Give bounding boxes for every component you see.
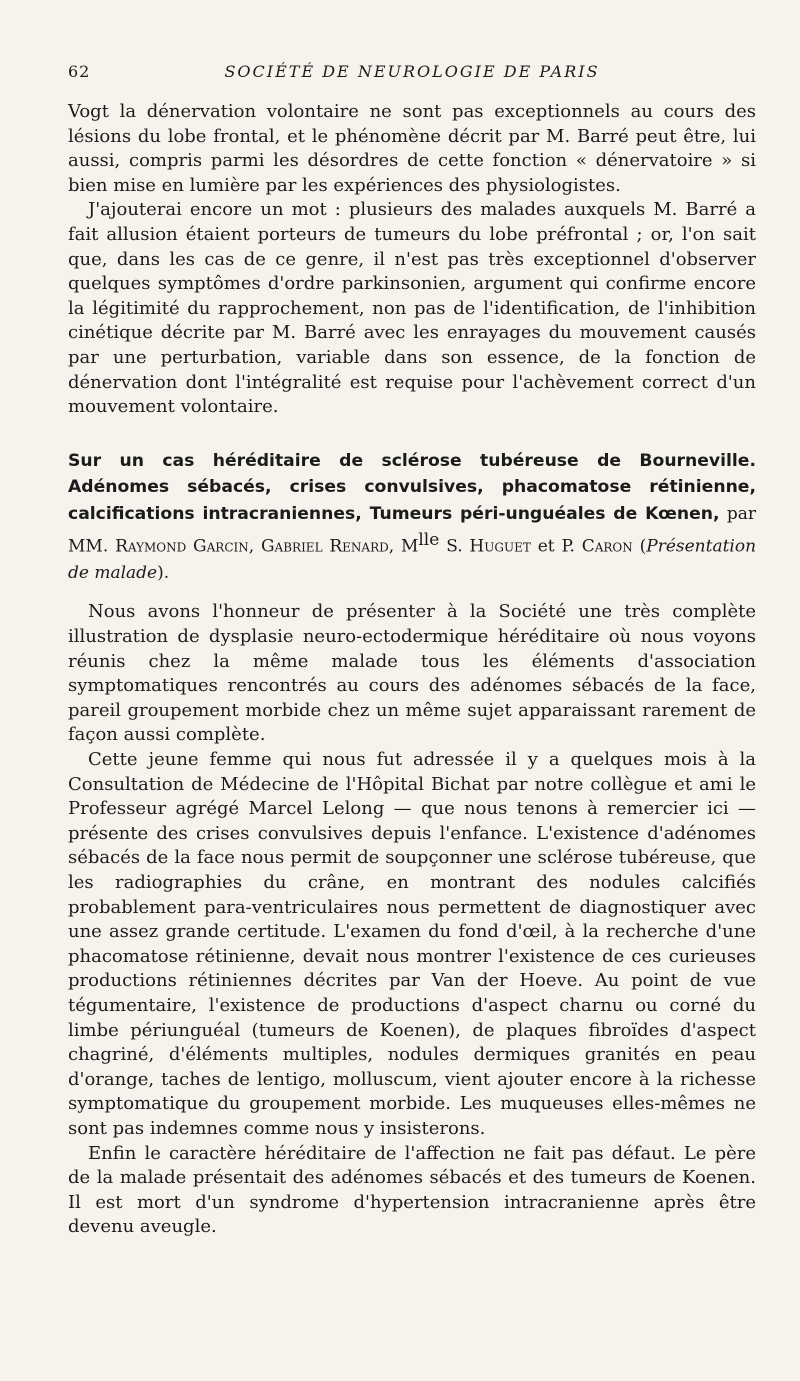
author-title-sup: lle [418, 529, 440, 550]
author-name: Raymond Garcin [115, 536, 249, 557]
running-head: SOCIÉTÉ DE NEUROLOGIE DE PARIS [224, 62, 600, 81]
article-heading: Sur un cas héréditaire de sclérose tubéreuse de Bourneville. Adénomes sébacés, crises convulsives, phacomatose rétinienne, calcifications intracraniennes, Tumeurs péri-unguéales de Kœnen, par MM. Raymond Garcin, Gabriel Renard, $M^{lle}$ S. Huguet et P. Caron (Présentation de malade). [68, 450, 757, 584]
presentation-note: Présentation de malade [68, 536, 757, 584]
article-title: Sur un cas héréditaire de sclérose tubéreuse de Bourneville. Adénomes sébacés, crises convulsives, phacomatose rétinienne, calcifications intracraniennes, Tumeurs péri-unguéales de Kœnen, [68, 450, 756, 524]
author-name: P. Caron [561, 536, 633, 557]
paragraph: Cette jeune femme qui nous fut adressée il y a quelques mois à la Consultation de Médecine de l'Hôpital Bichat par notre collègue et ami le Professeur agrégé Marcel Lelong — que nous tenons à remercier ici — présente des crises convulsives depuis l'enfance. L'existence d'adénomes sébacés de la face nous permit de soupçonner une sclérose tubéreuse, que les radiographies du crâne, en montrant des nodules calcifiés probablement para-ventriculaires nous permettent de diagnostiquer avec une assez grande certitude. L'examen du fond d'œil, à la recherche d'une phacomatose rétinienne, devait nous montrer l'existence de ces curieuses productions rétiniennes décrites par Van der Hoeve. Au point de vue tégumentaire, l'existence de productions d'aspect charnu ou corné du limbe périunguéal (tumeurs de Koenen), de plaques fibroïdes d'aspect chagriné, d'éléments multiples, nodules dermiques granités en peau d'orange, taches de lentigo, molluscum, vient ajouter encore à la richesse symptomatique du groupement morbide. Les muqueuses elles-mêmes ne sont pas indemnes comme nous y insisterons. [68, 749, 756, 1139]
page-header [68, 62, 756, 92]
author-and: et [537, 536, 555, 557]
page-number: 62 [68, 62, 91, 81]
page-body [68, 100, 756, 1240]
author-name: S. Huguet [446, 536, 531, 557]
author-title: M [400, 536, 419, 557]
paragraph: Nous avons l'honneur de présenter à la Société une très complète illustration de dysplasie neuro-ectodermique héréditaire où nous voyons réunis chez la même malade tous les éléments d'association symptomatiques rencontrés au cours des adénomes sébacés de la face, pareil groupement morbide chez un même sujet apparaissant rarement de façon aussi complète. [68, 601, 756, 746]
paragraph: Enfin le caractère héréditaire de l'affection ne fait pas défaut. Le père de la malade présentait des adénomes sébacés et des tumeurs de Koenen. Il est mort d'un syndrome d'hypertension intracranienne après être devenu aveugle. [68, 1142, 756, 1238]
paragraph: J'ajouterai encore un mot : plusieurs des malades auxquels M. Barré a fait allusion étaient porteurs de tumeurs du lobe préfrontal ; or, l'on sait que, dans les cas de ce genre, il n'est pas très exceptionnel d'observer quelques symptômes d'ordre parkinsonien, argument qui confirme encore la légitimité du rapprochement, non pas de l'identification, de l'inhibition cinétique décrite par M. Barré avec les enrayages du mouvement causés par une perturbation, variable dans son essence, de la fonction de dénervation dont l'intégralité est requise pour l'achèvement correct d'un mouvement volontaire. [68, 199, 756, 418]
author-name: Gabriel Renard [260, 536, 389, 557]
author-by: par MM. [68, 503, 756, 557]
paragraph: Vogt la dénervation volontaire ne sont pas exceptionnels au cours des lésions du lobe frontal, et le phénomène décrit par M. Barré peut être, lui aussi, compris parmi les désordres de cette fonction « dénervatoire » si bien mise en lumière par les expériences des physiologistes. [68, 101, 756, 196]
